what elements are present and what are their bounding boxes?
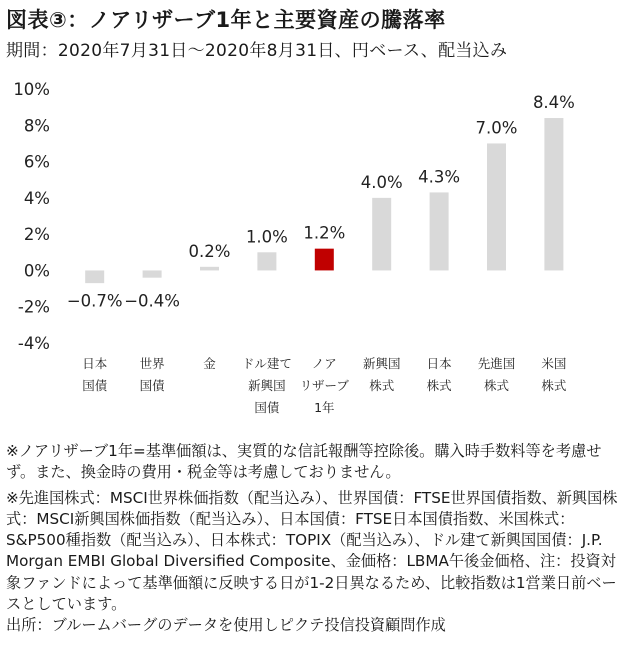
bar: [372, 198, 391, 271]
x-tick-label: 新興国: [362, 356, 401, 371]
x-tick-label: 株式: [369, 378, 395, 393]
x-tick-label: 新興国: [248, 378, 286, 393]
data-label: 4.0%: [360, 172, 403, 192]
chart-title: 図表③：ノアリザーブ1年と主要資産の騰落率: [6, 8, 446, 32]
x-tick-label: 株式: [541, 378, 567, 393]
bar: [257, 252, 276, 270]
x-tick-label: 先進国: [477, 356, 516, 371]
x-tick-label: ドル建て: [241, 356, 292, 371]
data-label: −0.4%: [124, 291, 180, 311]
footnote-source: 出所：ブルームバーグのデータを使用しピクテ投信投資顧問作成: [6, 616, 446, 635]
bar-chart: [0, 70, 624, 440]
y-tick-label: 6%: [23, 152, 50, 172]
data-label: 1.0%: [245, 227, 288, 247]
bar: [143, 270, 162, 277]
bar: [85, 270, 104, 283]
footnotes: [6, 441, 618, 637]
x-tick-label: 米国: [541, 356, 567, 371]
chart-subtitle: 期間：2020年7月31日～2020年8月31日、円ベース、配当込み: [6, 41, 508, 61]
x-tick-label: 株式: [483, 378, 510, 393]
bar: [430, 192, 449, 270]
bar: [544, 118, 563, 270]
x-tick-label: 1年: [314, 400, 335, 415]
x-tick-label: ノア: [311, 356, 337, 371]
data-label: 0.2%: [188, 241, 231, 261]
x-tick-label: 世界: [139, 356, 165, 371]
y-tick-label: -4%: [17, 334, 50, 353]
x-tick-label: 国債: [254, 400, 280, 415]
y-tick-label: 10%: [13, 80, 50, 99]
data-label: −0.7%: [66, 291, 123, 311]
y-tick-label: 8%: [23, 116, 50, 136]
x-tick-label: 株式: [426, 378, 452, 393]
x-axis-labels: [82, 356, 566, 415]
bar: [487, 143, 506, 270]
x-tick-label: リザーブ: [299, 378, 349, 393]
x-tick-label: 金: [203, 356, 216, 371]
x-tick-label: 日本: [82, 356, 108, 371]
bar: [200, 267, 219, 271]
bar: [315, 249, 334, 271]
data-label: 4.3%: [418, 167, 461, 187]
data-label: 8.4%: [532, 93, 575, 113]
x-tick-label: 国債: [82, 378, 108, 393]
footnote-noah-reserve: ※ノアリザーブ1年=基準価額は、実質的な信託報酬等控除後。購入時手数料等を考慮せず。また、換金時の費用・税金等は考慮しておりません。: [6, 442, 602, 482]
bars: [85, 118, 563, 283]
y-tick-label: 0%: [23, 261, 50, 281]
data-label: 1.2%: [303, 223, 346, 243]
data-label: 7.0%: [475, 118, 518, 138]
y-tick-label: 2%: [23, 225, 50, 245]
y-tick-label: 4%: [23, 188, 50, 208]
footnote-indices: ※先進国株式：MSCI世界株価指数（配当込み）、世界国債：FTSE世界国債指数、新興国株式：MSCI新興国株価指数（配当込み）、日本国債：FTSE日本国債指数、米国株式：S&P500種指数（配当込み）、日本株式：TOPIX（配当込み）、ドル建て新興国国債：J.P. Morgan EMBI Global Diversified Composite、金価格：LBMA午後金価格、注：投資対象ファンドによって基準価額に反映する日が1-2日異なるため、比較指数は1営業日前ベースとしています。: [6, 488, 618, 614]
y-axis: [13, 80, 50, 353]
x-tick-label: 日本: [426, 356, 452, 371]
y-tick-label: -2%: [17, 297, 50, 317]
x-tick-label: 国債: [139, 378, 165, 393]
